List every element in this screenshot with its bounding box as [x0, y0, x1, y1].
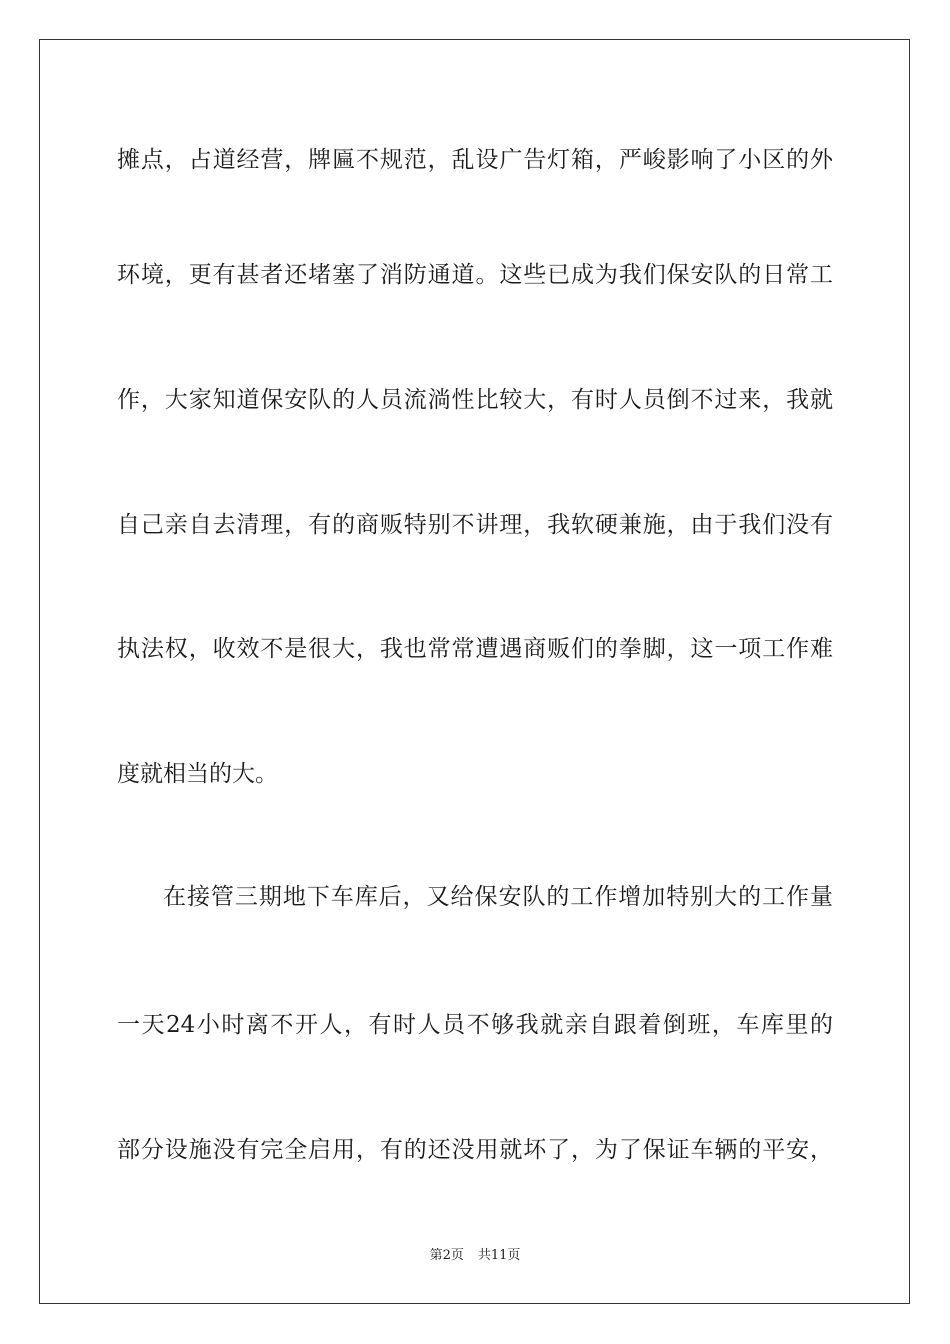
page-number: 第2页 [429, 1248, 464, 1263]
text-line-4: 自己亲自去清理，有的商贩特别不讲理，我软硬兼施，由于我们没有 [117, 512, 833, 538]
text-line-9: 部分设施没有完全启用，有的还没用就坏了，为了保证车辆的平安， [117, 1137, 833, 1163]
page-footer [0, 1247, 950, 1265]
text-line-2: 环境，更有甚者还堵塞了消防通道。这些已成为我们保安队的日常工 [117, 262, 833, 288]
text-line-3: 作，大家知道保安队的人员流淌性比较大，有时人员倒不过来，我就 [117, 387, 833, 413]
page-border [39, 39, 910, 1304]
text-line-1: 摊点，占道经营，牌匾不规范，乱设广告灯箱，严峻影响了小区的外 [117, 147, 833, 173]
page-total: 共11页 [477, 1248, 521, 1263]
text-line-5: 执法权，收效不是很大，我也常常遭遇商贩们的拳脚，这一项工作难 [117, 636, 833, 662]
text-line-6: 度就相当的大。 [117, 761, 278, 787]
text-line-8: 一天24小时离不开人，有时人员不够我就亲自跟着倒班，车库里的 [117, 1012, 833, 1038]
text-line-7: 在接管三期地下车库后，又给保安队的工作增加特别大的工作量 [163, 884, 833, 910]
